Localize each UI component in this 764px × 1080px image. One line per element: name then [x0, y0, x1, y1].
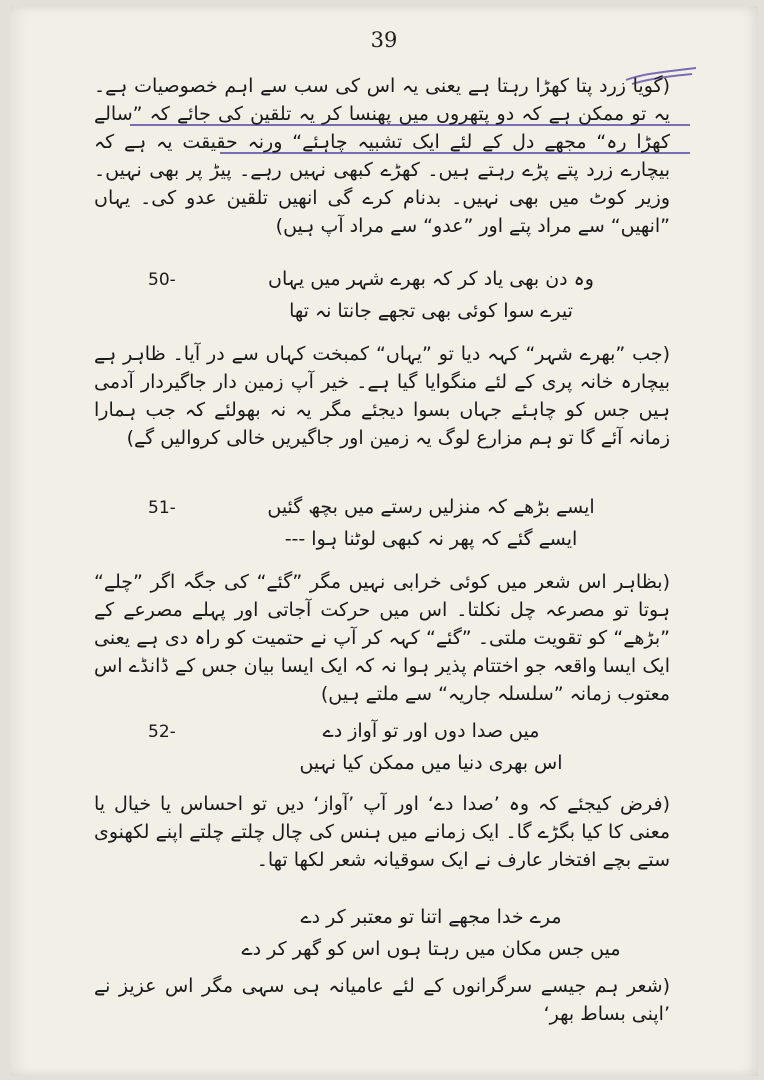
couplet-number: 52-	[148, 722, 176, 742]
couplet-line	[106, 296, 666, 328]
couplet-verse-text: میں جس مکان میں رہتا ہوں اس کو گھر کر دے	[241, 938, 621, 960]
couplet-number: 50-	[148, 270, 176, 290]
book-page	[10, 6, 758, 1076]
couplet-line	[106, 748, 666, 780]
couplet-52	[106, 716, 666, 780]
couplet-line	[106, 264, 666, 296]
commentary-paragraph-4: (فرض کیجئے کہ وہ ’صدا دے‘ اور آپ ’آواز‘ دیں تو احساس یا خیال یا معنی کا کیا بگڑے گا۔ ایک زمانے میں ہنس کی چال چلتے چلتے اپنے لکھنوی ستے بچے افتخار عارف نے ایک سوقیانہ شعر لکھا تھا۔	[94, 793, 670, 871]
couplet-line	[106, 524, 666, 556]
couplet-verse-text: تیرے سوا کوئی بھی تجھے جانتا نہ تھا	[289, 300, 573, 322]
couplet-verse-text: اس بھری دنیا میں ممکن کیا نہیں	[299, 752, 563, 774]
couplet-number: 51-	[148, 498, 176, 518]
couplet-line	[106, 902, 666, 934]
page-number: 39	[370, 28, 398, 52]
couplet-line	[106, 492, 666, 524]
couplet-verse-text: ایسے بڑھے کہ منزلیں رستے میں بچھ گئیں	[267, 496, 595, 518]
commentary-paragraph-2: (جب ”بھرے شہر“ کہہ دیا تو ”یہاں“ کمبخت کہاں سے در آیا۔ ظاہر ہے بیچارہ خانہ پری کے لئے منگوایا گیا ہے۔ خیر آپ زمین دار جاگیردار آدمی ہیں جس کو چاہئے جہاں بسوا دیجئے مگر یہ نہ بھولئے کہ جب ہمارا زمانہ آئے گا تو ہم مزارع لوگ یہ زمین اور جاگیریں خالی کروالیں گے)	[94, 343, 670, 449]
couplet-line	[106, 934, 666, 966]
couplet-verse-text: وہ دن بھی یاد کر کہ بھرے شہر میں یہاں	[268, 268, 594, 290]
couplet-50	[106, 264, 666, 328]
commentary-paragraph-1: (گویا زرد پتا کھڑا رہتا ہے یعنی یہ اس کی سب سے اہم خصوصیات ہے۔ یہ تو ممکن ہے کہ دو پتھروں میں پھنسا کر یہ تلقین کی جائے کہ ”سالے کھڑا رہ“ مجھے دل کے لئے ایک تشبیہ چاہئے“ ورنہ حقیقت یہ ہے کہ بیچارے زرد پتے پڑے رہتے ہیں۔ کھڑے کبھی نہیں رہے۔ پیڑ پر بھی نہیں۔ وزیر کوٹ میں بھی نہیں۔ بدنام کرے گی انھیں تلقین عدو کی۔ یہاں ”انھیں“ سے مراد پتے اور ”عدو“ سے مراد آپ ہیں)	[94, 75, 670, 237]
couplet-verse-text: ایسے گئے کہ پھر نہ کبھی لوٹنا ہوا ---	[284, 528, 578, 550]
commentary-paragraph-3: (بظاہر اس شعر میں کوئی خرابی نہیں مگر ”گئے“ کی جگہ اگر ”چلے“ ہوتا تو مصرعہ چل نکلتا۔ اس میں حرکت آجاتی اور پہلے مصرعے کے ”بڑھے“ کو تقویت ملتی۔ ”گئے“ کہہ کر آپ نے حتمیت کو راہ دی ہے یعنی ایک ایسا واقعہ جو اختتام پذیر ہوا نہ کہ ایک ایسا بیان جس کے ڈانڈے اس معتوب زمانہ ”سلسلہ جاریہ“ سے ملتے ہیں)	[94, 571, 670, 705]
commentary-paragraph-5: (شعر ہم جیسے سرگرانوں کے لئے عامیانہ ہی سہی مگر اس عزیز نے ’اپنی بساط بھر‘	[94, 975, 670, 1025]
couplet-51	[106, 492, 666, 556]
couplet-line	[106, 716, 666, 748]
couplet-verse-text: مرے خدا مجھے اتنا تو معتبر کر دے	[300, 906, 562, 928]
quoted-couplet	[106, 902, 666, 966]
couplet-verse-text: میں صدا دوں اور تو آواز دے	[322, 720, 540, 742]
